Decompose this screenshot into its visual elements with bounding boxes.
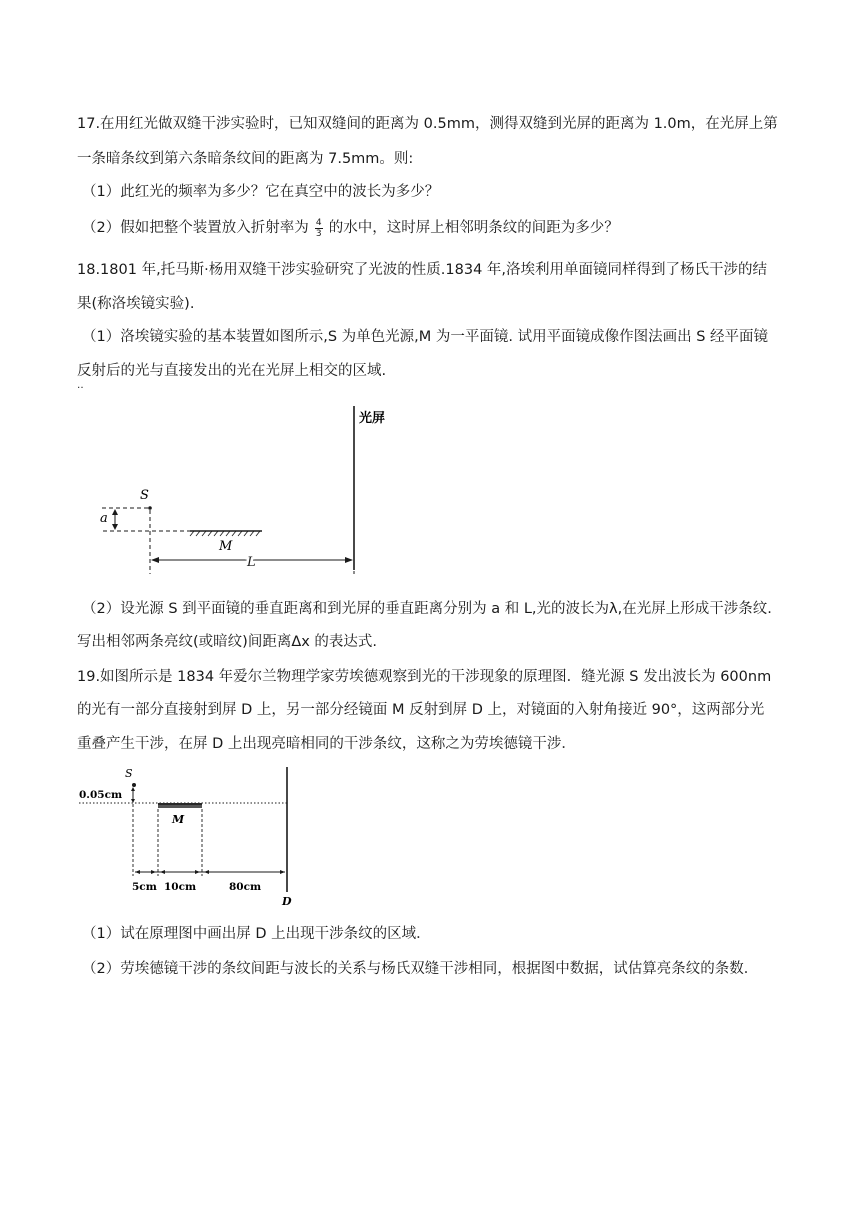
q18-part-2-line-2: 写出相邻两条亮纹(或暗纹)间距离Δx 的表达式. (77, 634, 378, 650)
q19-line-3: 重叠产生干涉，在屏 D 上出现亮暗相同的干涉条纹，这称之为劳埃德镜干涉． (77, 736, 576, 752)
dim-arrow-4 (195, 870, 200, 874)
source-label-2: S (125, 767, 133, 780)
dim-arrow-2 (151, 870, 156, 874)
mirror-label-2: M (172, 813, 185, 826)
fraction-four-thirds (315, 218, 323, 239)
dim-arrow-3 (160, 870, 165, 874)
q18-part-1-line-2: 反射后的光与直接发出的光在光屏上相交的区域. (77, 363, 387, 379)
mirror-hatching (190, 531, 260, 536)
stray-mark: ‥ (77, 380, 84, 391)
q18-line-1: 18.1801 年,托马斯·杨用双缝干涉实验研究了光波的性质.1834 年,洛埃利用单面镜同样得到了杨氏干涉的结 (77, 262, 768, 278)
q19-part-1: （1）试在原理图中画出屏 D 上出现干涉条纹的区域． (82, 926, 431, 942)
q17-part-2 (82, 216, 619, 239)
q19-line-1: 19.如图所示是 1834 年爱尔兰物理学家劳埃德观察到光的干涉现象的原理图．缝光源 S 发出波长为 600nm (77, 669, 772, 685)
fraction-denominator: 3 (315, 228, 322, 239)
height-arrow-down (131, 799, 135, 803)
q19-line-2: 的光有一部分直接射到屏 D 上，另一部分经镜面 M 反射到屏 D 上，对镜面的入射角接近 90°，这两部分光 (77, 702, 765, 718)
distance-5cm-label: 5cm (132, 881, 157, 893)
screen-label: 光屏 (359, 411, 386, 426)
q17-line-1: 17.在用红光做双缝干涉实验时，已知双缝间的距离为 0.5mm，测得双缝到光屏的距离为 1.0m，在光屏上第 (77, 116, 778, 132)
distance-80cm-label: 80cm (229, 881, 262, 893)
lloyd-mirror-figure-2 (78, 764, 308, 910)
screen-d-label: D (282, 895, 292, 908)
source-point-2 (132, 783, 136, 787)
mirror-label: M (219, 539, 233, 554)
source-point (148, 506, 152, 510)
q18-line-2: 果(称洛埃镜实验). (77, 296, 195, 312)
l-arrow-left (151, 557, 159, 563)
a-label: a (100, 511, 108, 526)
q19-part-2: （2）劳埃德镜干涉的条纹间距与波长的关系与杨氏双缝干涉相同，根据图中数据，试估算亮条纹的条数． (82, 961, 759, 977)
q17-line-2: 一条暗条纹到第六条暗条纹间的距离为 7.5mm。则: (77, 151, 414, 167)
l-arrow-right (345, 557, 353, 563)
distance-label: L (247, 555, 256, 570)
dim-arrow-6 (280, 870, 285, 874)
dim-arrow-1 (135, 870, 140, 874)
q17-part-2-after: 的水中，这时屏上相邻明条纹的间距为多少？ (328, 220, 619, 236)
height-label: 0.05cm (79, 789, 123, 801)
distance-10cm-label: 10cm (164, 881, 197, 893)
q17-part-1: （1）此红光的频率为多少？它在真空中的波长为多少？ (82, 184, 440, 200)
q18-part-2-line-1: （2）设光源 S 到平面镜的垂直距离和到光屏的垂直距离分别为 a 和 L,光的波长为λ,在光屏上形成干涉条纹. (82, 601, 772, 617)
a-arrow-up (112, 509, 118, 515)
a-arrow-down (112, 524, 118, 530)
lloyd-mirror-figure (95, 400, 415, 580)
q18-part-1-line-1: （1）洛埃镜实验的基本装置如图所示,S 为单色光源,M 为一平面镜. 试用平面镜成像作图法画出 S 经平面镜 (82, 329, 769, 345)
dim-arrow-5 (204, 870, 209, 874)
fraction-numerator: 4 (315, 217, 322, 228)
source-label: S (140, 488, 149, 503)
height-arrow-up (131, 787, 135, 791)
q17-part-2-before: （2）假如把整个装置放入折射率为 (82, 220, 309, 236)
